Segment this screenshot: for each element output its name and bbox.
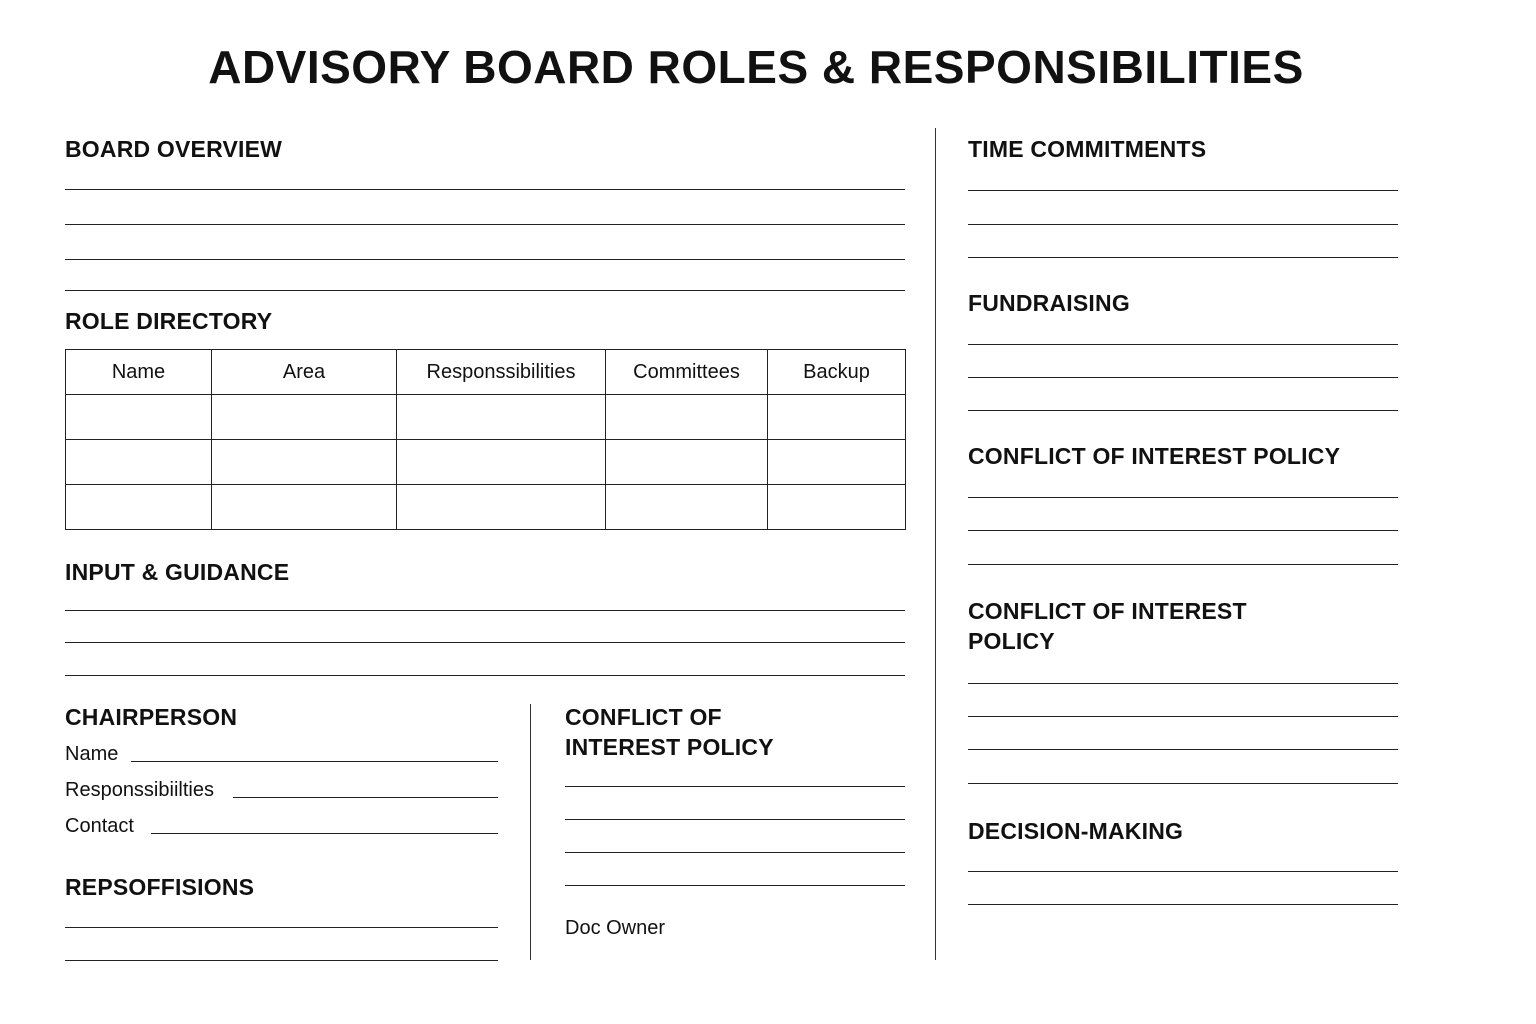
- board-overview-line[interactable]: [65, 189, 905, 190]
- conflict-policy-2-line[interactable]: [968, 683, 1398, 684]
- board-overview-line[interactable]: [65, 290, 905, 291]
- repsoffisions-heading: REPSOFFISIONS: [65, 874, 255, 900]
- repsoffisions-line[interactable]: [65, 927, 498, 928]
- column-header: Name: [66, 350, 212, 395]
- table-cell[interactable]: [397, 440, 606, 485]
- column-header: Backup: [768, 350, 906, 395]
- table-cell[interactable]: [606, 485, 768, 530]
- table-header-row: [66, 350, 906, 395]
- repsoffisions-line[interactable]: [65, 960, 498, 961]
- bottom-column-divider: [530, 704, 531, 960]
- decision-making-heading: DECISION-MAKING: [968, 818, 1184, 844]
- table-cell[interactable]: [768, 440, 906, 485]
- chairperson-heading: CHAIRPERSON: [65, 704, 238, 730]
- table-cell[interactable]: [397, 395, 606, 440]
- input-guidance-line[interactable]: [65, 610, 905, 611]
- table-row: [66, 395, 906, 440]
- input-guidance-heading: INPUT & GUIDANCE: [65, 559, 290, 585]
- conflict-policy-2-line[interactable]: [968, 716, 1398, 717]
- table-row: [66, 485, 906, 530]
- board-overview-line[interactable]: [65, 224, 905, 225]
- conflict-policy-bottom-line[interactable]: [565, 852, 905, 853]
- fundraising-line[interactable]: [968, 377, 1398, 378]
- role-directory-table: [65, 349, 906, 530]
- heading-line: INTEREST POLICY: [565, 734, 774, 760]
- conflict-policy-line[interactable]: [968, 564, 1398, 565]
- heading-line: CONFLICT OF INTEREST: [968, 598, 1247, 624]
- fundraising-heading: FUNDRAISING: [968, 290, 1130, 316]
- decision-making-line[interactable]: [968, 871, 1398, 872]
- fundraising-line[interactable]: [968, 344, 1398, 345]
- conflict-policy-2-heading: [968, 596, 1247, 656]
- role-directory-heading: ROLE DIRECTORY: [65, 308, 273, 334]
- table-cell[interactable]: [66, 485, 212, 530]
- decision-making-line[interactable]: [968, 904, 1398, 905]
- time-commitments-line[interactable]: [968, 190, 1398, 191]
- table-cell[interactable]: [66, 395, 212, 440]
- chairperson-contact-field[interactable]: [151, 833, 498, 834]
- conflict-policy-heading: CONFLICT OF INTEREST POLICY: [968, 443, 1341, 469]
- board-overview-heading: BOARD OVERVIEW: [65, 136, 283, 162]
- chairperson-name-field[interactable]: [131, 761, 498, 762]
- column-header: Responssibilities: [397, 350, 606, 395]
- fundraising-line[interactable]: [968, 410, 1398, 411]
- table-cell[interactable]: [212, 395, 397, 440]
- column-header: Committees: [606, 350, 768, 395]
- chairperson-contact-label: Contact: [65, 815, 134, 837]
- input-guidance-line[interactable]: [65, 642, 905, 643]
- table-cell[interactable]: [606, 395, 768, 440]
- column-header: Area: [212, 350, 397, 395]
- conflict-policy-2-line[interactable]: [968, 749, 1398, 750]
- chairperson-responsibilities-label: Responssibiilties: [65, 779, 214, 801]
- table-cell[interactable]: [768, 395, 906, 440]
- conflict-policy-bottom-heading: [565, 702, 774, 762]
- board-overview-line[interactable]: [65, 259, 905, 260]
- input-guidance-line[interactable]: [65, 675, 905, 676]
- column-divider: [935, 128, 936, 960]
- heading-line: CONFLICT OF: [565, 704, 722, 730]
- conflict-policy-line[interactable]: [968, 497, 1398, 498]
- page-title: ADVISORY BOARD ROLES & RESPONSIBILITIES: [208, 41, 1304, 93]
- chairperson-name-label: Name: [65, 743, 119, 765]
- conflict-policy-bottom-line[interactable]: [565, 885, 905, 886]
- heading-line: POLICY: [968, 628, 1055, 654]
- conflict-policy-2-line[interactable]: [968, 783, 1398, 784]
- time-commitments-line[interactable]: [968, 257, 1398, 258]
- conflict-policy-line[interactable]: [968, 530, 1398, 531]
- table-cell[interactable]: [212, 485, 397, 530]
- conflict-policy-bottom-line[interactable]: [565, 819, 905, 820]
- doc-owner-label: Doc Owner: [565, 917, 666, 939]
- conflict-policy-bottom-line[interactable]: [565, 786, 905, 787]
- table-cell[interactable]: [768, 485, 906, 530]
- table-cell[interactable]: [606, 440, 768, 485]
- table-cell[interactable]: [397, 485, 606, 530]
- time-commitments-line[interactable]: [968, 224, 1398, 225]
- time-commitments-heading: TIME COMMITMENTS: [968, 136, 1207, 162]
- table-cell[interactable]: [212, 440, 397, 485]
- chairperson-responsibilities-field[interactable]: [233, 797, 498, 798]
- table-row: [66, 440, 906, 485]
- table-cell[interactable]: [66, 440, 212, 485]
